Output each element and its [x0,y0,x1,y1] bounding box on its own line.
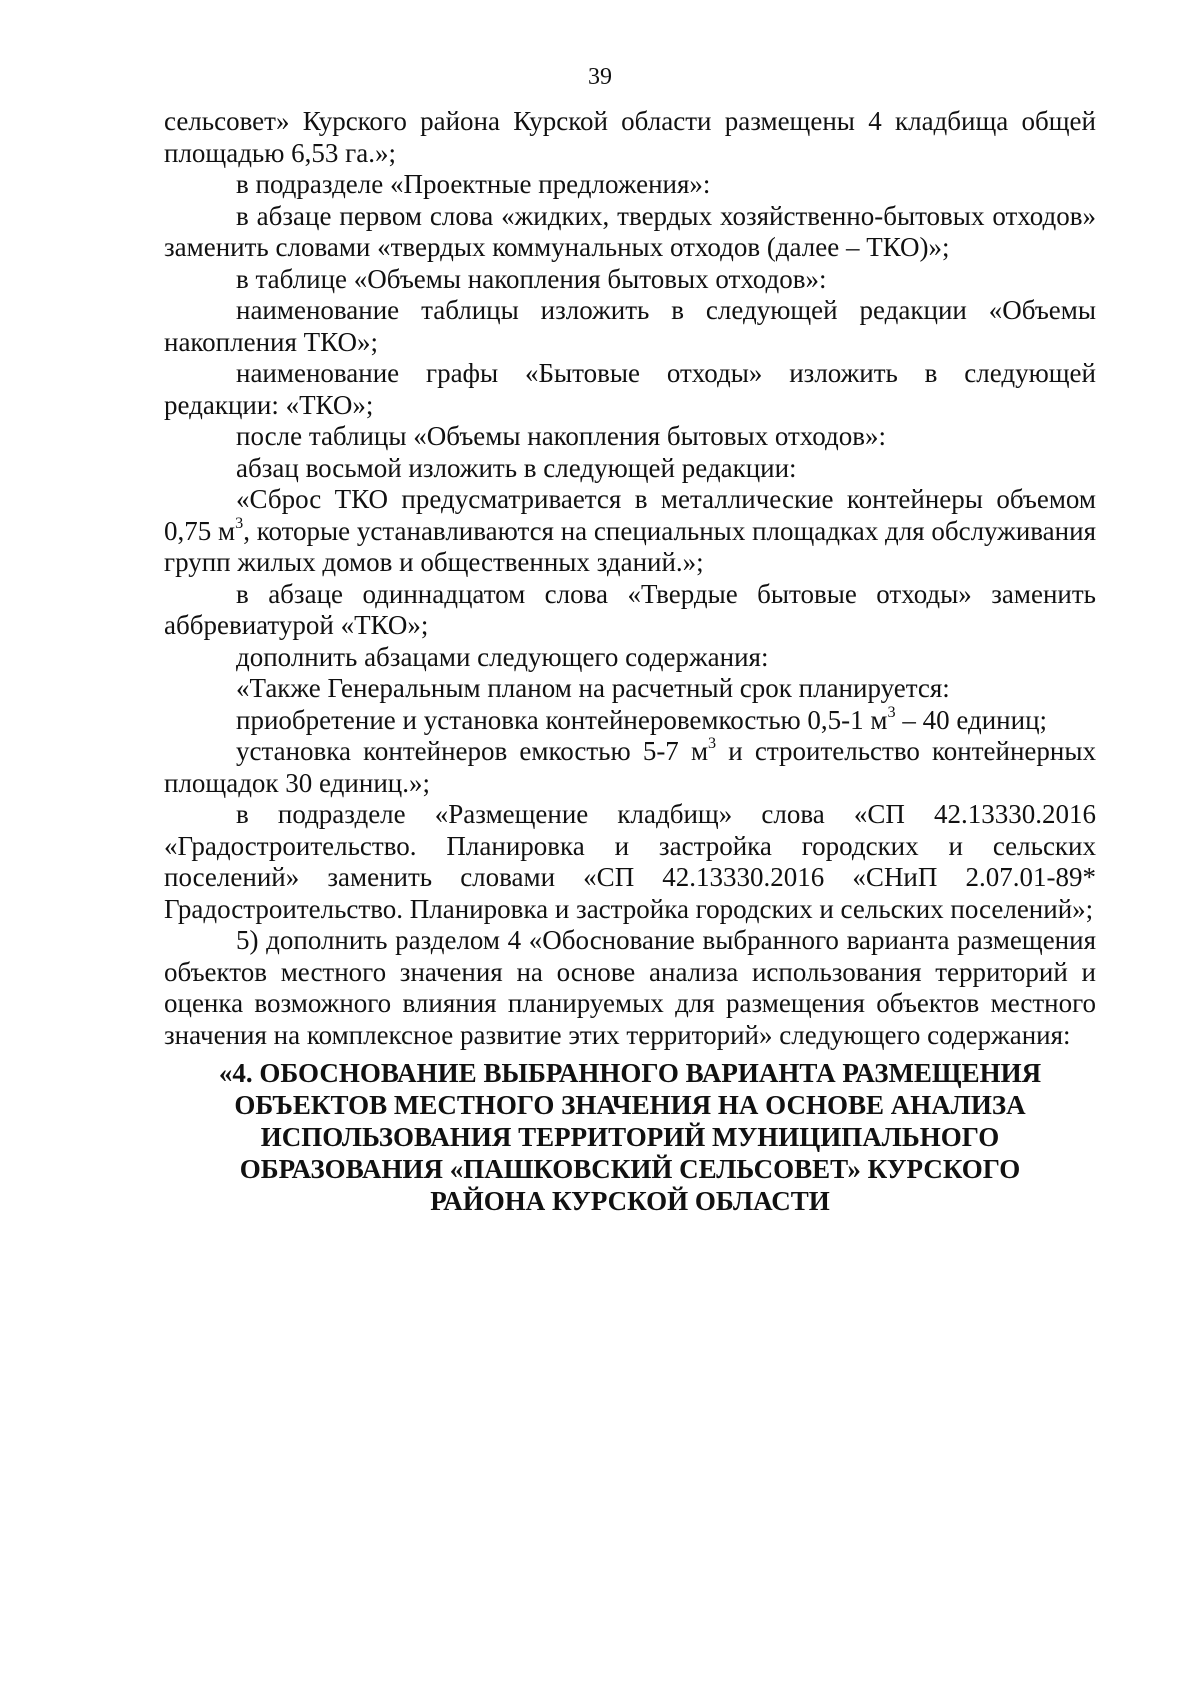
paragraph-7: после таблицы «Объемы накопления бытовых отходов»: [236,421,886,451]
paragraph-9 [164,484,1096,579]
paragraph-2: в подразделе «Проектные предложения»: [236,169,711,199]
paragraph-9-text-end: , которые устанавливаются на специальных площадках для обслуживания групп жилых домов и общественных зданий.»; [164,515,1096,577]
section-heading-line: ИСПОЛЬЗОВАНИЯ ТЕРРИТОРИЙ МУНИЦИПАЛЬНОГО [260,1122,1000,1152]
paragraph-5: наименование таблицы изложить в следующей редакции «Объемы накопления ТКО»; [164,295,1096,357]
paragraph-4: в таблице «Объемы накопления бытовых отходов»: [236,263,827,294]
paragraph-1: сельсовет» Курского района Курской области размещены 4 кладбища общей площадью 6,53 га.»; [164,106,1096,168]
section-heading-line: ОБРАЗОВАНИЯ «ПАШКОВСКИЙ СЕЛЬСОВЕТ» КУРСКОГО [239,1154,1021,1184]
paragraph-13 [164,702,1096,737]
paragraph-12: «Также Генеральным планом на расчетный срок планируется: [236,673,950,703]
paragraph-6: наименование графы «Бытовые отходы» изложить в следующей редакции: «ТКО»; [164,358,1096,420]
paragraph-15: в подразделе «Размещение кладбищ» слова «СП 42.13330.2016 «Градостроительство. Планировка и застройка городских и сельских поселений» заменить словами «СП 42.13330.2016 «СНиП 2.07.01-89* Градостроительство. Планировка и застройка городских и сельских поселений»; [164,799,1096,924]
paragraph-14-text: установка контейнеров емкостью 5-7 м [236,736,709,766]
paragraph-13-text: приобретение и установка контейнеровемкостью 0,5-1 м [236,704,888,735]
section-heading [164,1057,1096,1217]
paragraph-14 [164,733,1096,799]
superscript-cubic: 3 [235,513,244,532]
paragraph-10: в абзаце одиннадцатом слова «Твердые бытовые отходы» заменить аббревиатурой «ТКО»; [164,578,1096,640]
section-heading-line: «4. ОБОСНОВАНИЕ ВЫБРАННОГО ВАРИАНТА РАЗМЕЩЕНИЯ [218,1058,1042,1088]
section-heading-line: ОБЪЕКТОВ МЕСТНОГО ЗНАЧЕНИЯ НА ОСНОВЕ АНАЛИЗА [234,1090,1026,1120]
superscript-cubic: 3 [887,702,896,721]
paragraph-3: в абзаце первом слова «жидких, твердых хозяйственно-бытовых отходов» заменить словами «твердых коммунальных отходов (далее – ТКО)»; [164,200,1096,262]
section-heading-line: РАЙОНА КУРСКОЙ ОБЛАСТИ [430,1186,830,1216]
paragraph-14-text-end: и строительство контейнерных площадок 30 единиц.»; [164,736,1096,798]
superscript-cubic: 3 [708,733,717,752]
paragraph-13-text-end: – 40 единиц; [895,704,1048,735]
paragraph-9-text: «Сброс ТКО предусматривается в металлические контейнеры объемом 0,75 м [164,484,1096,546]
paragraph-16: 5) дополнить разделом 4 «Обоснование выбранного варианта размещения объектов местного значения на основе анализа использования территорий и оценка возможного влияния планируемых для размещения объектов местного значения на комплексное развитие этих территорий» следующего содержания: [164,925,1096,1050]
paragraph-11: дополнить абзацами следующего содержания: [236,641,769,672]
document-body [164,106,1096,1217]
paragraph-8: абзац восьмой изложить в следующей редакции: [236,452,797,483]
page-number: 39 [588,64,612,90]
